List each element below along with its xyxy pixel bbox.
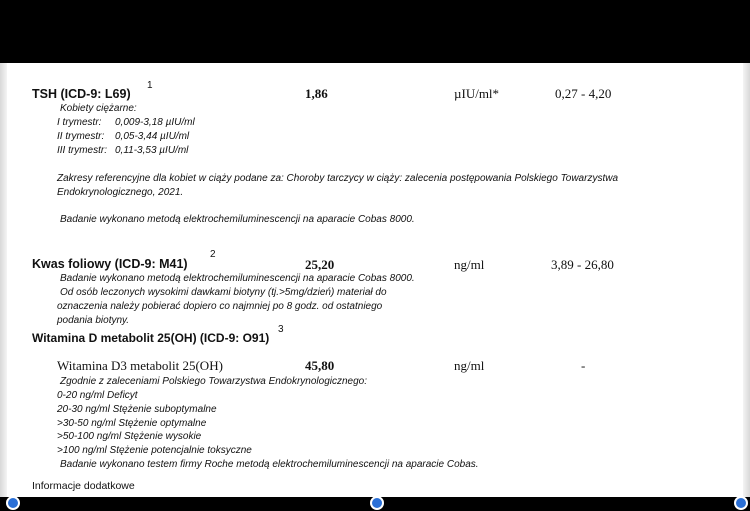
tsh-reference-note-line-2: Endokrynologicznego, 2021. (57, 187, 184, 198)
vitd-level-high: >50-100 ng/ml Stężenie wysokie (57, 431, 202, 442)
vitd-unit: ng/ml (454, 358, 485, 373)
vitd-level-deficit: 0-20 ng/ml Deficyt (57, 390, 138, 401)
tsh-trimester-2-value: 0,05-3,44 µIU/ml (115, 131, 190, 142)
vitd-reference-range: - (581, 358, 586, 373)
crop-handle-right[interactable] (734, 496, 748, 510)
folic-unit: ng/ml (454, 257, 485, 272)
page-left-edge (0, 63, 7, 497)
tsh-result-value: 1,86 (305, 86, 328, 101)
crop-handle-left[interactable] (6, 496, 20, 510)
vitd-guideline-note: Zgodnie z zaleceniami Polskiego Towarzystwa Endokrynologicznego: (60, 376, 368, 387)
crop-handle-center[interactable] (370, 496, 384, 510)
page-right-edge (743, 63, 750, 497)
tsh-trimester-3-value: 0,11-3,53 µIU/ml (115, 145, 189, 156)
tsh-unit: µIU/ml* (454, 86, 500, 101)
vitd-footnote-marker: 3 (278, 324, 284, 335)
tsh-footnote-marker: 1 (147, 80, 153, 91)
tsh-pregnant-label: Kobiety ciężarne: (60, 103, 137, 114)
folic-reference-range: 3,89 - 26,80 (551, 257, 614, 272)
tsh-reference-note-line-1: Zakresy referencyjne dla kobiet w ciąży podane za: Choroby tarczycy w ciąży: zalecenia postępowania Polskiego Towarzystwa (57, 173, 619, 184)
vitd-sub-test-name: Witamina D3 metabolit 25(OH) (57, 358, 223, 373)
folic-result-value: 25,20 (305, 257, 335, 272)
tsh-test-name: TSH (ICD-9: L69) (32, 87, 131, 101)
vitd-level-toxic: >100 ng/ml Stężenie potencjalnie toksyczne (57, 445, 252, 456)
vitd-test-name: Witamina D metabolit 25(OH) (ICD-9: O91) (32, 331, 270, 345)
vitd-method-note: Badanie wykonano testem firmy Roche metodą elektrochemiluminescencji na aparacie Cobas. (60, 459, 479, 470)
vitd-level-optimal: >30-50 ng/ml Stężenie optymalne (57, 418, 207, 429)
additional-info-heading: Informacje dodatkowe (32, 480, 135, 492)
folic-footnote-marker: 2 (210, 249, 216, 260)
top-black-bar (0, 0, 750, 63)
folic-biotin-note-line-2: oznaczenia należy pobierać dopiero co najmniej po 8 godz. od ostatniego (57, 301, 383, 312)
folic-test-name: Kwas foliowy (ICD-9: M41) (32, 257, 188, 271)
folic-method-note: Badanie wykonano metodą elektrochemiluminescencji na aparacie Cobas 8000. (60, 273, 415, 284)
tsh-trimester-1-label: I trymestr: (57, 117, 102, 128)
folic-biotin-note-line-3: podania biotyny. (57, 315, 130, 326)
tsh-trimester-1-value: 0,009-3,18 µIU/ml (115, 117, 195, 128)
vitd-level-suboptimal: 20-30 ng/ml Stężenie suboptymalne (57, 404, 217, 415)
tsh-reference-range: 0,27 - 4,20 (555, 86, 612, 101)
folic-biotin-note-line-1: Od osób leczonych wysokimi dawkami biotyny (tj.>5mg/dzień) materiał do (60, 287, 387, 298)
tsh-trimester-3-label: III trymestr: (57, 145, 107, 156)
vitd-result-value: 45,80 (305, 358, 335, 373)
tsh-method-note: Badanie wykonano metodą elektrochemiluminescencji na aparacie Cobas 8000. (60, 214, 415, 225)
tsh-trimester-2-label: II trymestr: (57, 131, 105, 142)
